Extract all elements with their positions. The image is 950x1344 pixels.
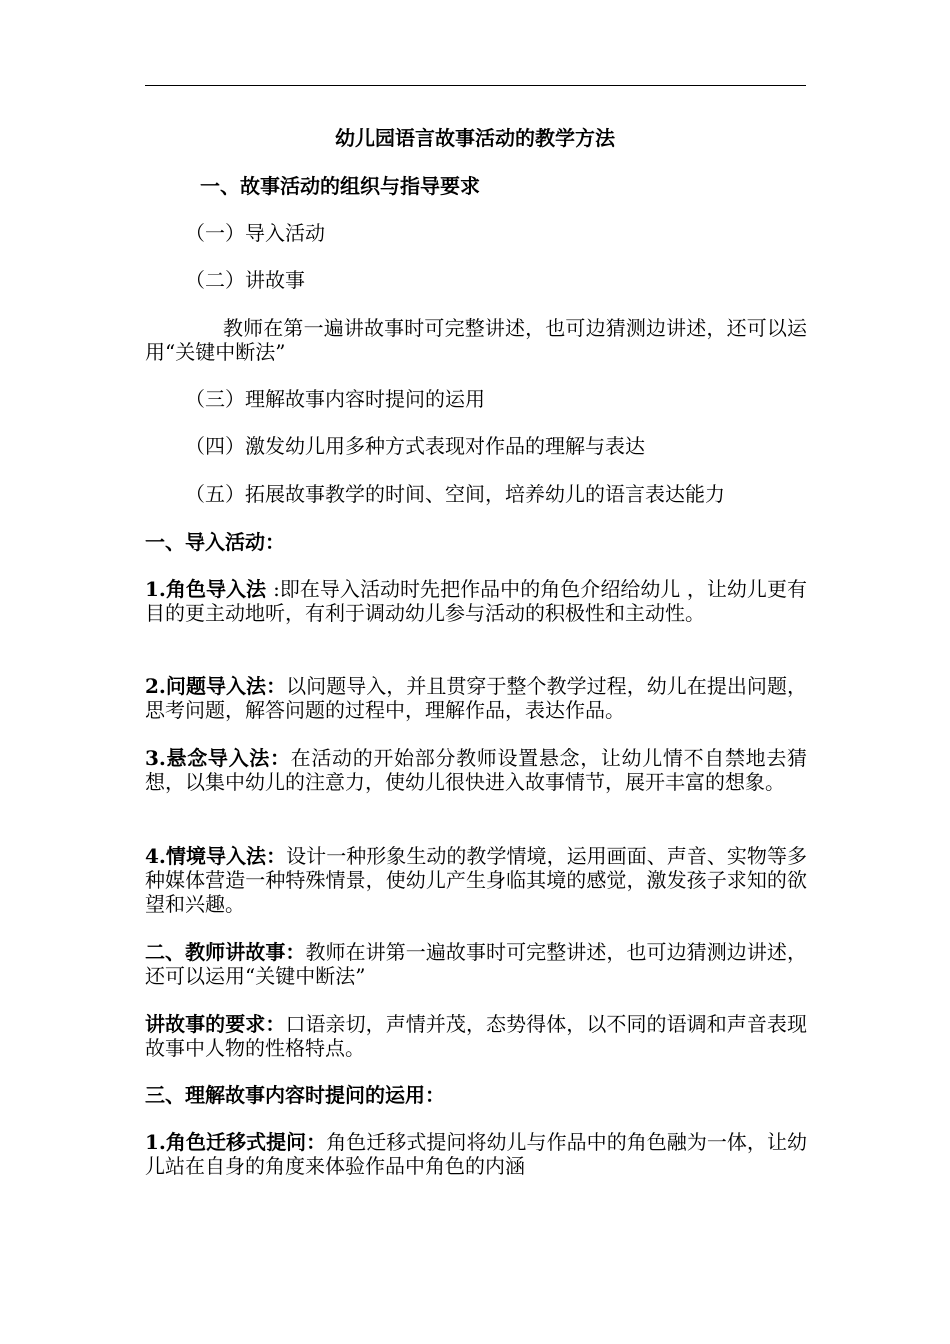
item-label: 3.悬念导入法： (145, 746, 291, 770)
item-text: 在活动的开始部分教师设置悬念，让幼儿情不自禁地去猜想，以集中幼儿的注意力，使幼儿很快进入故事情节，展开丰富的想象。 (145, 746, 807, 794)
requirements-label: 讲故事的要求： (145, 1012, 286, 1036)
heading-organization: 一、故事活动的组织与指导要求 (200, 174, 480, 198)
subheading-1: （一）导入活动 (185, 221, 325, 245)
section3-heading: 三、理解故事内容时提问的运用： (145, 1083, 445, 1107)
storytelling-requirements (145, 1012, 807, 1060)
item-label: 4.情境导入法： (145, 844, 287, 868)
subheading-2-text: 教师在第一遍讲故事时可完整讲述，也可边猜测边讲述，还可以运用“关键中断法” (145, 316, 807, 364)
subheading-5: （五）拓展故事教学的时间、空间，培养幼儿的语言表达能力 (185, 482, 725, 506)
item-text: :即在导入活动时先把作品中的角色介绍给幼儿 ，让幼儿更有目的更主动地听，有利于调动幼儿参与活动的积极性和主动性。 (145, 577, 807, 625)
subheading-2: （二）讲故事 (185, 268, 305, 292)
item-label: 1.角色迁移式提问： (145, 1130, 327, 1154)
section2-text: 教师在讲第一遍故事时可完整讲述，也可边猜测边讲述，还可以运用“关键中断法” (145, 940, 807, 988)
item-role-transfer-question (145, 1130, 807, 1178)
item-situation-intro (145, 844, 807, 916)
section2-paragraph (145, 940, 807, 988)
item-text: 设计一种形象生动的教学情境，运用画面、声音、实物等多种媒体营造一种特殊情景，使幼儿产生身临其境的感觉，激发孩子求知的欲望和兴趣。 (145, 844, 807, 916)
document-title: 幼儿园语言故事活动的教学方法 (335, 126, 615, 150)
item-text: 角色迁移式提问将幼儿与作品中的角色融为一体，让幼儿站在自身的角度来体验作品中角色的内涵 (145, 1130, 808, 1178)
section1-heading: 一、导入活动： (145, 530, 285, 554)
item-text: 以问题导入，并且贯穿于整个教学过程，幼儿在提出问题，思考问题，解答问题的过程中，理解作品，表达作品。 (145, 674, 807, 722)
header-rule (145, 85, 806, 86)
requirements-text: 口语亲切，声情并茂，态势得体，以不同的语调和声音表现故事中人物的性格特点。 (145, 1012, 807, 1060)
item-role-intro (145, 577, 807, 625)
item-label: 2.问题导入法： (145, 674, 287, 698)
section2-label: 二、教师讲故事： (145, 940, 306, 964)
subheading-4: （四）激发幼儿用多种方式表现对作品的理解与表达 (185, 434, 645, 458)
item-suspense-intro (145, 746, 807, 794)
item-question-intro (145, 674, 807, 722)
item-label: 1.角色导入法 (145, 577, 274, 601)
subheading-3: （三）理解故事内容时提问的运用 (185, 387, 485, 411)
